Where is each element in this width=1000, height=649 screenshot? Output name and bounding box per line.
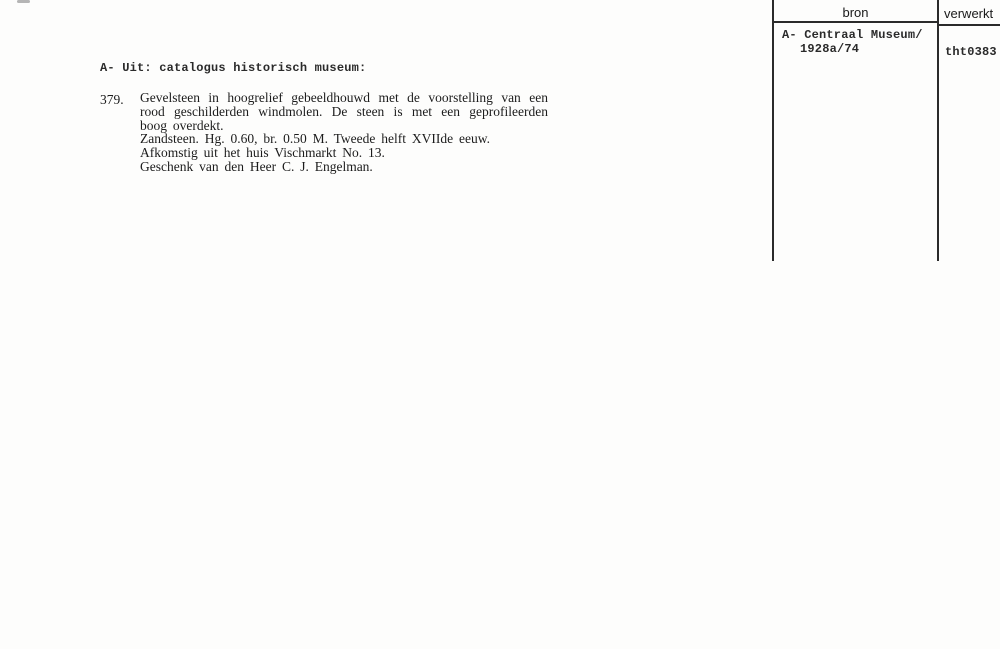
entry-description xyxy=(140,91,548,174)
description-line: Gevelsteen in hoogrelief gebeeldhouwd met de voorstelling van een xyxy=(140,90,548,105)
description-line: rood geschilderden windmolen. De steen is met een geprofileerden xyxy=(140,103,548,119)
description-line: Zandsteen. Hg. 0.60, br. 0.50 M. Tweede helft XVIIde eeuw. xyxy=(140,131,490,147)
verwerkt-column-header: verwerkt xyxy=(944,6,994,21)
description-line: Afkomstig uit het huis Vischmarkt No. 13. xyxy=(140,145,385,161)
verwerkt-header-underline xyxy=(937,24,1000,26)
table-right-column-divider xyxy=(937,0,939,261)
bron-cell-value: A- Centraal Museum/ xyxy=(782,28,923,42)
verwerkt-cell-value: tht0383 xyxy=(945,45,997,59)
description-line: boog overdekt. xyxy=(140,117,224,133)
scan-artifact-mark xyxy=(17,0,30,3)
catalog-source-line: A- Uit: catalogus historisch museum: xyxy=(100,61,367,75)
entry-number: 379. xyxy=(100,92,124,107)
bron-header-underline xyxy=(772,21,939,23)
table-left-column-divider xyxy=(772,0,774,261)
bron-column-header: bron xyxy=(842,5,869,20)
description-line: Geschenk van den Heer C. J. Engelman. xyxy=(140,158,373,174)
bron-cell-value-continued: 1928a/74 xyxy=(800,42,860,56)
